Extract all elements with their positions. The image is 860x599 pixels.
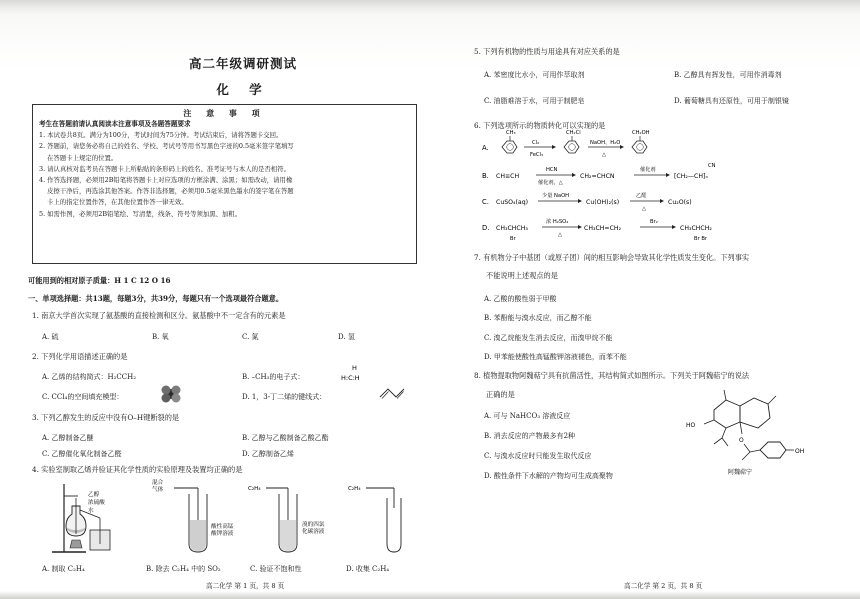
q6-option-c xyxy=(482,191,692,212)
q6-c-r2-top: 乙醛 xyxy=(636,193,647,199)
q6-a-r2-bot: △ xyxy=(602,152,606,158)
label-c2h4-c: C₂H₄ xyxy=(248,486,261,492)
methyl-electron-formula xyxy=(340,362,370,384)
q3-option-a: A. 乙醇制备乙醚 xyxy=(42,434,94,442)
label-water: 水 xyxy=(88,508,94,514)
q7-stem-line2: 不能说明上述观点的是 xyxy=(486,271,558,280)
q5-option-b: B. 乙醇具有挥发性，可用作消毒剂 xyxy=(674,71,782,79)
q3-option-b: B. 乙醇与乙酸制备乙酸乙酯 xyxy=(242,434,329,442)
notice-item: 卡上的指定位置作答，在其他位置作答一律无效。 xyxy=(47,198,188,207)
q1-option-d: D. 氢 xyxy=(338,333,355,341)
exam-subject: 化 学 xyxy=(216,82,270,97)
q4-option-d: D. 收集 C₂H₄ xyxy=(346,565,390,573)
butadiene-skeletal-formula xyxy=(378,386,410,400)
q8-ho-label: HO xyxy=(686,422,696,429)
notice-item: 1. 本试卷共8页。满分为100分，考试时间为75分钟。考试结束后，请将答题卡交回。 xyxy=(39,131,283,140)
q1-stem: 1. 南京大学首次实现了氨基酸的直接检测和区分。氨基酸中不一定含有的元素是 xyxy=(32,311,286,320)
apparatus-d xyxy=(348,486,401,552)
q6-b-r2-top: 催化剂 xyxy=(640,167,656,173)
label-kmno4-1: 酸性高锰 xyxy=(211,524,234,530)
q6-b-s1: CH≡CH xyxy=(496,173,520,180)
q7-option-d: D. 甲苯能使酸性高锰酸钾溶液褪色，而苯不能 xyxy=(484,353,627,361)
label-sulfuric-acid: 浓硫酸 xyxy=(88,500,105,506)
q6-a-r1-top: Cl₂ xyxy=(532,140,540,146)
label-ethanol: 乙醇 xyxy=(88,492,100,498)
q6-c-r1-top: 少量 NaOH xyxy=(542,193,570,199)
q8-o-label: O xyxy=(739,437,744,444)
q8-option-c: C. 与溴水反应时只能发生取代反应 xyxy=(484,452,592,460)
ccl4-space-filling-model xyxy=(160,384,182,404)
q8-option-d: D. 酸性条件下水解的产物均可生成高聚物 xyxy=(484,472,613,480)
q6-c-s3: Cu₂O(s) xyxy=(668,199,692,206)
q1-option-c: C. 氮 xyxy=(242,333,259,341)
q6-option-b xyxy=(482,163,716,186)
q6-a-s1: CH₃ xyxy=(506,130,516,136)
q6-d-r2-top: Br₂ xyxy=(650,219,658,225)
q5-option-a: A. 苯密度比水小，可用作萃取剂 xyxy=(484,71,585,79)
q5-option-d: D. 葡萄糖具有还原性，可用于制银镜 xyxy=(674,97,789,105)
q1-option-b: B. 氧 xyxy=(152,333,169,341)
q3-option-c: C. 乙醇催化氧化制备乙醛 xyxy=(42,450,122,458)
q4-stem: 4. 实验室制取乙烯并验证其化学性质的实验原理及装置均正确的是 xyxy=(32,465,243,474)
q6-c-label: C. xyxy=(482,198,489,206)
q8-stem-line1: 8. 植物提取物阿魏萜宁具有抗菌活性，其结构简式如图所示。下列关于阿魏萜宁的说法 xyxy=(474,371,750,380)
q6-b-label: B. xyxy=(482,172,489,180)
q4-option-b: B. 除去 C₂H₄ 中的 SO₂ xyxy=(146,565,221,573)
apparatus-b xyxy=(152,478,234,552)
q6-a-s2: CH₂Cl xyxy=(566,130,581,136)
q6-option-a xyxy=(482,130,650,158)
q6-stem: 6. 下列选项所示的物质转化可以实现的是 xyxy=(474,121,606,130)
notice-item: 皮擦干净后，再选涂其他答案。作答非选择题，必须用0.5毫米黑色墨水的签字笔在答题 xyxy=(47,187,294,196)
q6-reactions xyxy=(480,126,830,246)
q6-b-r1-bot: 催化剂，△ xyxy=(538,180,563,186)
label-br2-1: 溴的四氯 xyxy=(302,522,325,528)
notice-item: 3. 请认真核对监考员在答题卡上所粘贴的条形码上的姓名、准考证号与本人的是否相符。 xyxy=(39,164,290,173)
q8-molecule-structure xyxy=(680,380,830,480)
q8-option-b: B. 消去反应的产物最多有2种 xyxy=(484,432,576,440)
label-br2-2: 化碳溶液 xyxy=(302,529,325,535)
q8-stem-line2: 正确的是 xyxy=(486,390,515,399)
q6-a-r1-bot: FeCl₃ xyxy=(530,152,544,158)
q6-c-s1: CuSO₄(aq) xyxy=(496,199,529,206)
notice-item: 在答题卡上规定的位置。 xyxy=(47,153,118,162)
label-mixed: 混合 xyxy=(152,480,164,486)
q6-a-r2-top: NaOH、H₂O xyxy=(590,140,621,146)
scan-edge-top xyxy=(0,0,860,14)
electron-formula-bottom: H:C:H xyxy=(341,374,360,382)
q5-option-c: C. 油脂难溶于水，可用于制肥皂 xyxy=(484,97,585,105)
label-gas: 气体 xyxy=(152,487,164,493)
notice-item: 4. 作答选择题，必须用2B铅笔将答题卡上对应选项的方框涂满、涂黑；如需改动，请用橡 xyxy=(39,176,293,185)
q2-stem: 2. 下列化学用语描述正确的是 xyxy=(32,352,128,361)
q7-option-c: C. 溴乙烷能发生消去反应，而溴甲烷不能 xyxy=(484,334,613,342)
q6-d-br2: Br Br xyxy=(694,236,708,242)
scan-edge-bottom xyxy=(0,591,860,599)
atomic-mass-line: 可能用到的相对原子质量：H 1 C 12 O 16 xyxy=(28,276,171,285)
q6-b-cn: CN xyxy=(708,163,716,169)
q2-option-a: A. 乙烯的结构简式：H₂CCH₂ xyxy=(42,373,137,381)
notice-subheading: 考生在答题前请认真阅读本注意事项及各题答题要求 xyxy=(39,120,191,128)
q4-option-c: C. 验证不饱和性 xyxy=(250,565,302,573)
q6-d-s2: CH₃CH=CH₂ xyxy=(584,225,622,232)
q6-option-d xyxy=(482,217,712,242)
q2-option-b: B. –CH₃的电子式： xyxy=(242,373,305,381)
q7-option-a: A. 乙酸的酸性弱于甲酸 xyxy=(484,295,557,303)
q6-a-label: A. xyxy=(482,144,489,152)
section-heading: 一、单项选择题：共13题，每题3分，共39分，每题只有一个选项最符合题意。 xyxy=(28,294,284,303)
q6-d-r1-top: 浓 H₂SO₄ xyxy=(546,219,569,225)
apparatus-a xyxy=(52,484,110,552)
q6-c-s2: Cu(OH)₂(s) xyxy=(586,199,620,206)
notice-item: 2. 答题前，请您务必将自己的姓名、学校、考试号等用书写黑色字迹的0.5毫米签字笔填写 xyxy=(39,142,294,151)
page-1-footer: 高二化学 第 1 页，共 8 页 xyxy=(206,582,285,590)
q3-stem: 3. 下列乙醇发生的反应中没有O–H键断裂的是 xyxy=(32,413,180,422)
notice-box xyxy=(32,104,417,264)
q2-option-c: C. CCl₄的空间填充模型： xyxy=(42,393,124,401)
page-2-footer: 高二化学 第 2 页，共 8 页 xyxy=(624,582,703,590)
q8-oh-label: OH xyxy=(795,448,805,455)
q6-d-s3: CH₃CHCH₂ xyxy=(680,225,712,232)
q6-c-r2-bot: △ xyxy=(642,206,646,212)
q6-b-s2: CH₂=CHCN xyxy=(580,173,615,180)
apparatus-c xyxy=(248,486,325,552)
q6-d-s1: CH₃CHCH₃ xyxy=(496,225,528,232)
q2-option-d: D. 1，3-丁二烯的键线式： xyxy=(242,393,327,401)
q6-a-s3: CH₂OH xyxy=(632,130,650,136)
electron-formula-top: H xyxy=(352,364,357,372)
q6-d-r1-bot: △ xyxy=(558,232,562,238)
q4-option-a: A. 制取 C₂H₄ xyxy=(42,565,85,573)
label-c2h4-d: C₂H₄ xyxy=(348,486,361,492)
exam-title: 高二年级调研测试 xyxy=(188,56,297,71)
q7-stem-line1: 7. 有机物分子中基团（或原子团）间的相互影响会导致其化学性质发生变化。下列事实 xyxy=(474,253,750,262)
q3-option-d: D. 乙醇制备乙烯 xyxy=(242,450,294,458)
notice-heading: 注 意 事 项 xyxy=(183,108,266,118)
q5-stem: 5. 下列有机物的性质与用途具有对应关系的是 xyxy=(474,47,620,56)
notice-item: 5. 如需作图，必须用2B铅笔绘、写清楚，线条、符号等须加黑、加粗。 xyxy=(39,209,242,218)
q6-b-r1-top: HCN xyxy=(546,167,558,173)
q6-d-label: D. xyxy=(482,224,490,232)
q6-d-br1: Br xyxy=(510,236,516,242)
q4-apparatus-figure xyxy=(48,478,418,560)
q1-option-a: A. 硫 xyxy=(42,333,59,341)
q6-b-s3: [CH₂—CH]ₙ xyxy=(674,173,708,180)
label-kmno4-2: 酸钾溶液 xyxy=(211,531,234,537)
q8-molecule-name: 阿魏萜宁 xyxy=(728,469,753,476)
q7-option-b: B. 苯酚能与溴水反应，而乙醇不能 xyxy=(484,314,592,322)
q8-option-a: A. 可与 NaHCO₃ 溶液反应 xyxy=(484,412,571,420)
